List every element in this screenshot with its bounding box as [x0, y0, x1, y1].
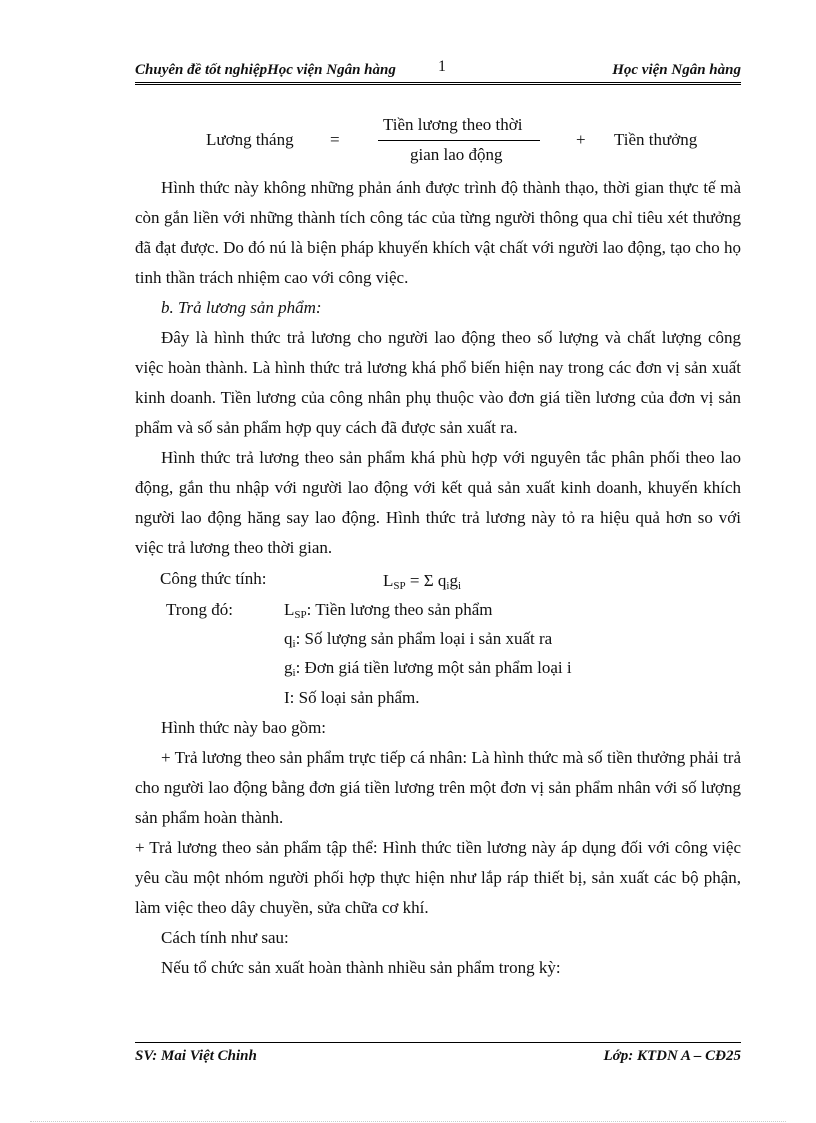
body-section-2	[135, 713, 741, 983]
footer-student: SV: Mai Việt Chinh	[135, 1048, 257, 1064]
where-item: $L_{SP}$: Tiền lương theo sản phẩm	[284, 600, 493, 621]
paragraph: + Trả lương theo sản phẩm tập thể: Hình thức tiền lương này áp dụng đối với công việc yêu cầu một nhóm người phối hợp thực hiện như lắp ráp thiết bị, sản xuất các bộ phận, làm việc theo dây chuyền, sửa chữa cơ khí.	[135, 838, 741, 917]
page-edge-dotted-line	[30, 1121, 786, 1122]
header-right-text: Học viện Ngân hàng	[612, 62, 741, 78]
section-heading-b: b. Trả lương sản phẩm:	[161, 298, 322, 317]
where-item: I: Số loại sản phẩm.	[284, 688, 420, 707]
where-item: $g_i$: Đơn giá tiền lương một sản phẩm loại i	[284, 658, 572, 679]
page-header	[135, 60, 741, 82]
where-label: Trong đó:	[166, 600, 233, 619]
page-footer	[135, 1048, 741, 1070]
paragraph: Hình thức trả lương theo sản phẩm khá phù hợp với nguyên tắc phân phối theo lao động, gắn thu nhập với người lao động với kết quả sản xuất kinh doanh, khuyến khích người lao động hăng say lao động. Hình thức trả lương này tỏ ra hiệu quả hơn so với việc trả lương theo thời gian.	[135, 448, 741, 557]
paragraph: Nếu tổ chức sản xuất hoàn thành nhiều sản phẩm trong kỳ:	[161, 958, 561, 977]
formula-expression: $L_{SP} = \Sigma$ $q_ig_i$	[383, 571, 461, 592]
footer-rule	[135, 1042, 741, 1043]
formula-numerator: Tiền lương theo thời	[383, 115, 523, 134]
formula-plus: +	[576, 130, 586, 149]
header-rule	[135, 82, 741, 85]
formula-label: Công thức tính:	[160, 569, 267, 588]
formula-rhs: Tiền thưởng	[614, 130, 698, 149]
where-item: $q_i$: Số lượng sản phẩm loại i sản xuất ra	[284, 629, 553, 650]
paragraph: Hình thức này không những phản ánh được trình độ thành thạo, thời gian thực tế mà còn gắn liền với những thành tích công tác của từng người thông qua chỉ tiêu xét thưởng đã đạt được. Do đó nú là biện pháp khuyến khích vật chất với người lao động, tạo cho họ tinh thần trách nhiệm cao với công việc.	[135, 178, 741, 287]
fraction-bar	[378, 140, 540, 141]
header-left-text: Chuyên đề tốt nghiệpHọc viện Ngân hàng	[135, 62, 396, 78]
paragraph: + Trả lương theo sản phẩm trực tiếp cá nhân: Là hình thức mà số tiền thưởng phải trả cho người lao động bằng đơn giá tiền lương trên một đơn vị sản phẩm nhân với số lượng sản phẩm hoàn thành.	[135, 748, 741, 827]
formula-denominator: gian lao động	[410, 145, 503, 164]
paragraph: Đây là hình thức trả lương cho người lao động theo số lượng và chất lượng công việc hoàn thành. Là hình thức trả lương khá phổ biến hiện nay trong các đơn vị sản xuất kinh doanh. Tiền lương của công nhân phụ thuộc vào đơn giá tiền lương của đơn vị sản phẩm và số sản phẩm hợp quy cách đã được sản xuất ra.	[135, 328, 741, 437]
paragraph: Cách tính như sau:	[161, 928, 289, 947]
paragraph: Hình thức này bao gồm:	[161, 718, 327, 737]
footer-class: Lớp: KTDN A – CĐ25	[603, 1048, 741, 1064]
formula-equals: =	[330, 130, 340, 149]
body-section-1	[135, 173, 741, 563]
formula-lhs: Lương tháng	[206, 130, 294, 149]
page-number: 1	[438, 58, 446, 75]
